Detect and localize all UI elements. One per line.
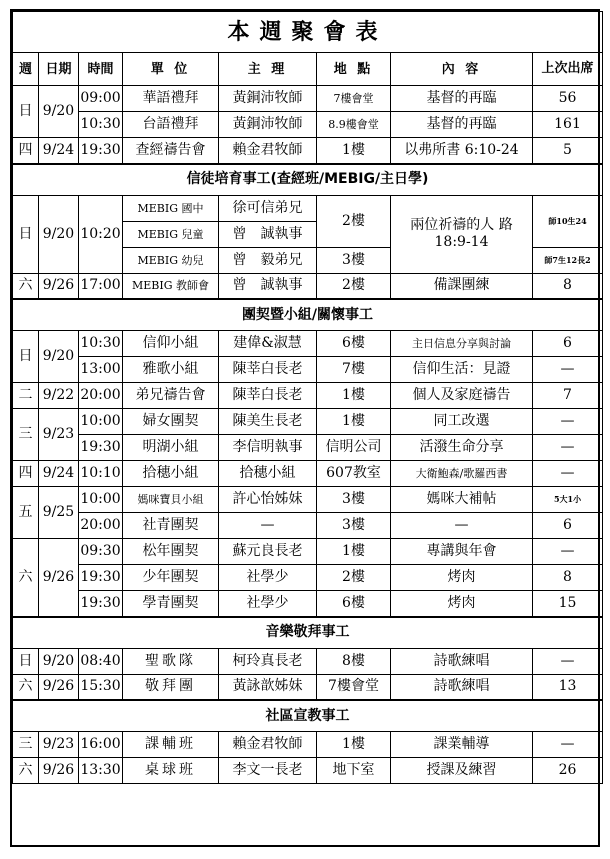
time-cell: 15:30 [79, 674, 123, 700]
header-place: 地 點 [317, 53, 391, 86]
content-cell: 同工改選 [391, 409, 533, 435]
host-cell: 蘇元良長老 [219, 539, 317, 565]
header-row [13, 53, 603, 86]
attendance-cell: 5 [533, 138, 603, 164]
host-cell: 社學少 [219, 565, 317, 591]
place-cell: 7樓會堂 [317, 86, 391, 112]
section-header [13, 700, 603, 732]
week-cell: 四 [13, 461, 39, 487]
time-cell: 19:30 [79, 138, 123, 164]
unit-cell: 社青團契 [123, 513, 219, 539]
header-time: 時間 [79, 53, 123, 86]
date-cell: 9/26 [39, 273, 79, 299]
week-cell: 三 [13, 409, 39, 461]
unit-cell: 信仰小組 [123, 331, 219, 357]
host-cell: 賴金君牧師 [219, 732, 317, 758]
place-cell: 3樓 [317, 487, 391, 513]
content-cell: 烤肉 [391, 565, 533, 591]
content-cell: 詩歌練唱 [391, 648, 533, 674]
table-row [13, 409, 603, 435]
host-cell: 社學少 [219, 591, 317, 617]
content-cell: 以弗所書 6:10-24 [391, 138, 533, 164]
time-cell: 08:40 [79, 648, 123, 674]
attendance-cell: — [533, 648, 603, 674]
date-cell: 9/26 [39, 758, 79, 784]
attendance-cell: — [533, 461, 603, 487]
place-cell: 1樓 [317, 409, 391, 435]
time-cell: 09:00 [79, 86, 123, 112]
content-cell: 專講與年會 [391, 539, 533, 565]
section-title-fellowship: 團契暨小組/關懷事工 [13, 299, 603, 331]
content-cell: 媽咪大補帖 [391, 487, 533, 513]
place-cell: 2樓 [317, 195, 391, 247]
content-cell: 主日信息分享與討論 [391, 331, 533, 357]
content-cell: 烤肉 [391, 591, 533, 617]
attendance-cell: 26 [533, 758, 603, 784]
time-cell: 13:00 [79, 357, 123, 383]
header-host: 主 理 [219, 53, 317, 86]
date-cell: 9/25 [39, 487, 79, 539]
table-row [13, 487, 603, 513]
page-title: 本週聚會表 [13, 12, 603, 53]
host-cell: 陳莘白長老 [219, 383, 317, 409]
table-row [13, 435, 603, 461]
date-cell: 9/23 [39, 732, 79, 758]
place-cell: 2樓 [317, 565, 391, 591]
section-header [13, 164, 603, 196]
week-cell: 六 [13, 539, 39, 617]
host-cell: 李文一長老 [219, 758, 317, 784]
attendance-cell: 8 [533, 273, 603, 299]
host-cell: 建偉&淑慧 [219, 331, 317, 357]
date-cell: 9/24 [39, 461, 79, 487]
header-date: 日期 [39, 53, 79, 86]
attendance-cell: 師7生12長2 [533, 247, 603, 273]
schedule-sheet [10, 9, 600, 847]
unit-cell: 弟兄禱告會 [123, 383, 219, 409]
place-cell: 607教室 [317, 461, 391, 487]
place-cell: 8.9樓會堂 [317, 112, 391, 138]
attendance-cell: 8 [533, 565, 603, 591]
unit-cell: 課輔班 [123, 732, 219, 758]
table-row [13, 591, 603, 617]
content-cell: 詩歌練唱 [391, 674, 533, 700]
table-row [13, 86, 603, 112]
time-cell: 16:00 [79, 732, 123, 758]
time-cell: 13:30 [79, 758, 123, 784]
week-cell: 六 [13, 273, 39, 299]
content-cell: 備課團練 [391, 273, 533, 299]
unit-cell: 少年團契 [123, 565, 219, 591]
content-cell: 大衛鮑森/歌羅西書 [391, 461, 533, 487]
unit-cell: 婦女團契 [123, 409, 219, 435]
week-cell: 五 [13, 487, 39, 539]
week-cell: 六 [13, 674, 39, 700]
host-cell: 陳美生長老 [219, 409, 317, 435]
table-row [13, 565, 603, 591]
header-content: 內 容 [391, 53, 533, 86]
place-cell: 6樓 [317, 331, 391, 357]
week-cell: 六 [13, 758, 39, 784]
attendance-cell: 56 [533, 86, 603, 112]
date-cell: 9/26 [39, 674, 79, 700]
attendance-cell: — [533, 435, 603, 461]
place-cell: 6樓 [317, 591, 391, 617]
unit-cell: 媽咪寶貝小組 [123, 487, 219, 513]
attendance-cell: 161 [533, 112, 603, 138]
table-row [13, 513, 603, 539]
host-cell: — [219, 513, 317, 539]
place-cell: 1樓 [317, 383, 391, 409]
header-attendance: 上次出席 [533, 53, 603, 86]
table-row [13, 273, 603, 299]
place-cell: 8樓 [317, 648, 391, 674]
unit-cell: 拾穗小組 [123, 461, 219, 487]
table-row [13, 195, 603, 221]
host-cell: 徐可信弟兄 [219, 195, 317, 221]
time-cell: 10:10 [79, 461, 123, 487]
weekly-schedule-table [12, 11, 603, 784]
time-cell: 10:00 [79, 487, 123, 513]
time-cell: 09:30 [79, 539, 123, 565]
header-week: 週 [13, 53, 39, 86]
unit-cell: 明湖小組 [123, 435, 219, 461]
attendance-cell: — [533, 732, 603, 758]
attendance-cell: 13 [533, 674, 603, 700]
unit-cell: 台語禮拜 [123, 112, 219, 138]
date-cell: 9/20 [39, 648, 79, 674]
host-cell: 曾 毅弟兄 [219, 247, 317, 273]
unit-cell: MEBIG 幼兒 [123, 247, 219, 273]
content-cell: 授課及練習 [391, 758, 533, 784]
host-cell: 曾 誠執事 [219, 273, 317, 299]
section-title-training: 信徒培育事工(查經班/MEBIG/主日學) [13, 164, 603, 196]
date-cell: 9/24 [39, 138, 79, 164]
date-cell: 9/26 [39, 539, 79, 617]
date-cell: 9/20 [39, 86, 79, 138]
content-cell: 活潑生命分享 [391, 435, 533, 461]
place-cell: 7樓 [317, 357, 391, 383]
time-cell: 10:30 [79, 112, 123, 138]
attendance-cell: 師10生24 [533, 195, 603, 247]
time-cell: 10:00 [79, 409, 123, 435]
host-cell: 許心怡姊妹 [219, 487, 317, 513]
time-cell: 19:30 [79, 565, 123, 591]
attendance-cell: 6 [533, 331, 603, 357]
attendance-cell: 15 [533, 591, 603, 617]
host-cell: 李信明執事 [219, 435, 317, 461]
unit-cell: MEBIG 兒童 [123, 221, 219, 247]
table-row [13, 383, 603, 409]
week-cell: 日 [13, 86, 39, 138]
unit-cell: 華語禮拜 [123, 86, 219, 112]
time-cell: 19:30 [79, 435, 123, 461]
week-cell: 四 [13, 138, 39, 164]
unit-cell: 桌球班 [123, 758, 219, 784]
date-cell: 9/20 [39, 195, 79, 273]
unit-cell: 松年團契 [123, 539, 219, 565]
table-row [13, 758, 603, 784]
week-cell: 三 [13, 732, 39, 758]
place-cell: 7樓會堂 [317, 674, 391, 700]
attendance-cell: — [533, 357, 603, 383]
host-cell: 黃銅沛牧師 [219, 86, 317, 112]
week-cell: 日 [13, 331, 39, 383]
place-cell: 1樓 [317, 138, 391, 164]
table-row [13, 112, 603, 138]
section-header [13, 299, 603, 331]
unit-cell: MEBIG 國中 [123, 195, 219, 221]
unit-cell: MEBIG 教師會 [123, 273, 219, 299]
section-header [13, 617, 603, 649]
section-title-music: 音樂敬拜事工 [13, 617, 603, 649]
place-cell: 2樓 [317, 273, 391, 299]
host-cell: 拾穗小組 [219, 461, 317, 487]
content-cell: 兩位祈禱的人 路 18:9-14 [391, 195, 533, 273]
attendance-cell: — [533, 539, 603, 565]
host-cell: 陳莘白長老 [219, 357, 317, 383]
unit-cell: 查經禱告會 [123, 138, 219, 164]
unit-cell: 學青團契 [123, 591, 219, 617]
table-row [13, 461, 603, 487]
content-cell: 信仰生活：見證 [391, 357, 533, 383]
unit-cell: 敬拜團 [123, 674, 219, 700]
place-cell: 信明公司 [317, 435, 391, 461]
table-row [13, 138, 603, 164]
place-cell: 地下室 [317, 758, 391, 784]
content-cell: — [391, 513, 533, 539]
date-cell: 9/22 [39, 383, 79, 409]
content-cell: 課業輔導 [391, 732, 533, 758]
host-cell: 曾 誠執事 [219, 221, 317, 247]
week-cell: 日 [13, 195, 39, 273]
content-cell: 個人及家庭禱告 [391, 383, 533, 409]
date-cell: 9/20 [39, 331, 79, 383]
table-row [13, 648, 603, 674]
date-cell: 9/23 [39, 409, 79, 461]
week-cell: 日 [13, 648, 39, 674]
place-cell: 3樓 [317, 247, 391, 273]
attendance-cell: 7 [533, 383, 603, 409]
host-cell: 黃銅沛牧師 [219, 112, 317, 138]
table-row [13, 331, 603, 357]
time-cell: 20:00 [79, 513, 123, 539]
content-cell: 基督的再臨 [391, 112, 533, 138]
place-cell: 1樓 [317, 732, 391, 758]
unit-cell: 雅歌小組 [123, 357, 219, 383]
time-cell: 20:00 [79, 383, 123, 409]
attendance-cell: 6 [533, 513, 603, 539]
content-cell: 基督的再臨 [391, 86, 533, 112]
week-cell: 二 [13, 383, 39, 409]
time-cell: 10:30 [79, 331, 123, 357]
header-unit: 單 位 [123, 53, 219, 86]
time-cell: 17:00 [79, 273, 123, 299]
attendance-cell: 5大1小 [533, 487, 603, 513]
table-row [13, 674, 603, 700]
table-row [13, 732, 603, 758]
host-cell: 黃詠歆姊妹 [219, 674, 317, 700]
attendance-cell: — [533, 409, 603, 435]
time-cell: 19:30 [79, 591, 123, 617]
place-cell: 3樓 [317, 513, 391, 539]
table-row [13, 539, 603, 565]
section-title-community: 社區宣教事工 [13, 700, 603, 732]
place-cell: 1樓 [317, 539, 391, 565]
table-row [13, 357, 603, 383]
unit-cell: 聖歌隊 [123, 648, 219, 674]
host-cell: 柯玲真長老 [219, 648, 317, 674]
time-cell: 10:20 [79, 195, 123, 273]
host-cell: 賴金君牧師 [219, 138, 317, 164]
